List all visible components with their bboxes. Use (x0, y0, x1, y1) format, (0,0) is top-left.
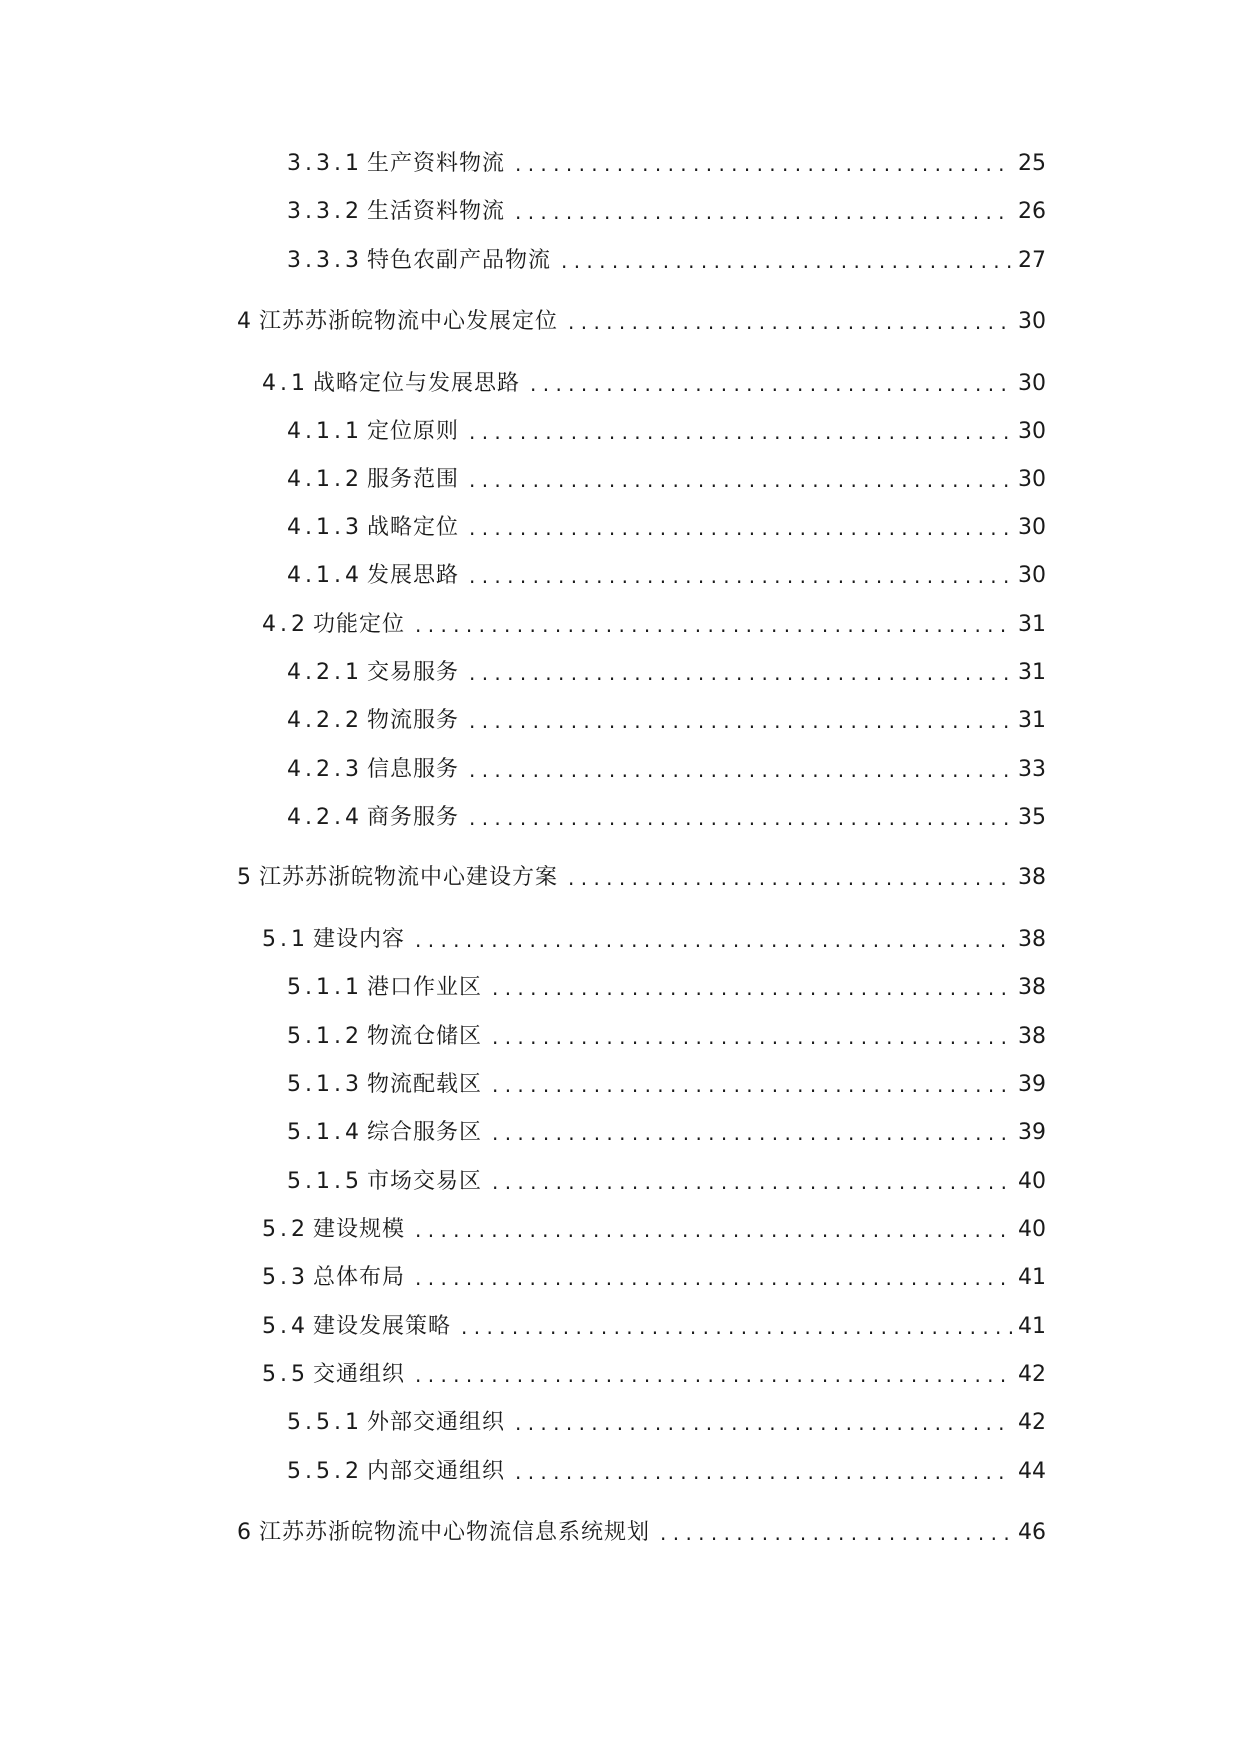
dot-leader (660, 1517, 1012, 1549)
toc-entry-page: 35 (1018, 805, 1046, 830)
toc-entry-number: 4 (237, 309, 255, 334)
dot-leader (415, 924, 1012, 956)
toc-entry-page: 33 (1018, 757, 1046, 782)
toc-entry-page: 38 (1018, 865, 1046, 890)
toc-entry-number: 5.4 (262, 1314, 309, 1339)
toc-entry-number: 5.1.4 (287, 1120, 363, 1145)
toc-entry-title: 港口作业区 (366, 975, 482, 1000)
toc-entry-page: 30 (1018, 419, 1046, 444)
toc-entry-number: 4.1.1 (287, 419, 363, 444)
toc-entry[interactable] (262, 368, 1046, 400)
dot-leader (469, 705, 1012, 737)
toc-entry-title: 江苏苏浙皖物流中心发展定位 (259, 309, 559, 334)
dot-leader (492, 972, 1012, 1004)
dot-leader (492, 1117, 1012, 1149)
toc-entry-page: 30 (1018, 563, 1046, 588)
toc-entry-number: 5.5.2 (287, 1459, 363, 1484)
toc-entry-number: 4.2.4 (287, 805, 363, 830)
dot-leader (469, 802, 1012, 834)
dot-leader (515, 148, 1012, 180)
toc-entry-page: 26 (1018, 199, 1046, 224)
toc-entry[interactable] (262, 609, 1046, 641)
dot-leader (415, 1359, 1012, 1391)
dot-leader (469, 512, 1012, 544)
toc-entry[interactable] (287, 802, 1046, 834)
toc-entry-number: 5.3 (262, 1265, 309, 1290)
toc-entry-title: 交通组织 (313, 1362, 406, 1387)
dot-leader (492, 1021, 1012, 1053)
toc-entry[interactable] (287, 196, 1046, 228)
toc-entry-page: 27 (1018, 248, 1046, 273)
toc-entry[interactable] (287, 754, 1046, 786)
toc-entry-title: 建设发展策略 (313, 1314, 452, 1339)
toc-entry-page: 30 (1018, 371, 1046, 396)
toc-entry-title: 功能定位 (313, 612, 406, 637)
toc-entry-page: 41 (1018, 1314, 1046, 1339)
toc-entry-page: 44 (1018, 1459, 1046, 1484)
toc-entry-number: 4.2.3 (287, 757, 363, 782)
toc-entry[interactable] (287, 148, 1046, 180)
toc-entry-title: 战略定位 (366, 515, 459, 540)
toc-entry-page: 40 (1018, 1217, 1046, 1242)
toc-entry-number: 4.2 (262, 612, 309, 637)
toc-entry[interactable] (287, 705, 1046, 737)
toc-entry[interactable] (287, 416, 1046, 448)
toc-entry[interactable] (287, 972, 1046, 1004)
dot-leader (561, 245, 1012, 277)
dot-leader (492, 1069, 1012, 1101)
toc-entry-page: 25 (1018, 151, 1046, 176)
dot-leader (492, 1166, 1012, 1198)
toc-entry-title: 商务服务 (366, 805, 459, 830)
toc-entry-title: 信息服务 (366, 757, 459, 782)
toc-entry-page: 39 (1018, 1072, 1046, 1097)
toc-entry[interactable] (262, 924, 1046, 956)
toc-entry[interactable] (287, 1069, 1046, 1101)
toc-entry-number: 4.2.2 (287, 708, 363, 733)
toc-entry[interactable] (287, 464, 1046, 496)
toc-entry[interactable] (287, 1021, 1046, 1053)
toc-entry-page: 46 (1018, 1520, 1046, 1545)
toc-entry-page: 40 (1018, 1169, 1046, 1194)
dot-leader (415, 609, 1012, 641)
toc-entry[interactable] (262, 1214, 1046, 1246)
toc-entry-page: 42 (1018, 1362, 1046, 1387)
toc-entry-page: 41 (1018, 1265, 1046, 1290)
toc-entry-title: 外部交通组织 (366, 1410, 505, 1435)
toc-entry[interactable] (262, 1262, 1046, 1294)
toc-entry[interactable] (287, 512, 1046, 544)
toc-entry-number: 5.2 (262, 1217, 309, 1242)
dot-leader (469, 754, 1012, 786)
toc-entry-number: 3.3.2 (287, 199, 363, 224)
toc-entry-title: 特色农副产品物流 (366, 248, 551, 273)
toc-entry-number: 6 (237, 1520, 255, 1545)
toc-entry-title: 物流仓储区 (366, 1024, 482, 1049)
toc-entry[interactable] (287, 245, 1046, 277)
toc-entry-title: 交易服务 (366, 660, 459, 685)
toc-entry-number: 5.1.1 (287, 975, 363, 1000)
dot-leader (469, 416, 1012, 448)
toc-entry[interactable] (237, 306, 1046, 338)
toc-entry-page: 30 (1018, 309, 1046, 334)
toc-entry-page: 30 (1018, 467, 1046, 492)
toc-entry[interactable] (262, 1311, 1046, 1343)
toc-entry-title: 定位原则 (366, 419, 459, 444)
toc-entry-title: 战略定位与发展思路 (313, 371, 521, 396)
dot-leader (568, 862, 1012, 894)
dot-leader (415, 1262, 1012, 1294)
toc-entry-title: 内部交通组织 (366, 1459, 505, 1484)
toc-entry-title: 市场交易区 (366, 1169, 482, 1194)
toc-entry-number: 5.1.3 (287, 1072, 363, 1097)
toc-entry-number: 4.1.2 (287, 467, 363, 492)
toc-entry[interactable] (287, 560, 1046, 592)
toc-entry[interactable] (287, 1456, 1046, 1488)
toc-entry-number: 3.3.3 (287, 248, 363, 273)
dot-leader (568, 306, 1012, 338)
toc-entry-title: 生活资料物流 (366, 199, 505, 224)
toc-entry-title: 建设内容 (313, 927, 406, 952)
toc-entry-title: 综合服务区 (366, 1120, 482, 1145)
toc-entry-number: 5.1 (262, 927, 309, 952)
toc-entry-page: 38 (1018, 975, 1046, 1000)
toc-entry-title: 物流服务 (366, 708, 459, 733)
toc-entry-number: 5.1.5 (287, 1169, 363, 1194)
dot-leader (469, 657, 1012, 689)
toc-entry-number: 4.1 (262, 371, 309, 396)
dot-leader (515, 196, 1012, 228)
dot-leader (515, 1456, 1012, 1488)
toc-entry[interactable] (262, 1359, 1046, 1391)
dot-leader (530, 368, 1012, 400)
toc-entry[interactable] (287, 1166, 1046, 1198)
toc-entry-number: 5.5 (262, 1362, 309, 1387)
toc-entry-page: 38 (1018, 1024, 1046, 1049)
toc-entry-title: 江苏苏浙皖物流中心建设方案 (259, 865, 559, 890)
toc-entry-title: 生产资料物流 (366, 151, 505, 176)
toc-entry-page: 31 (1018, 612, 1046, 637)
toc-entry-page: 42 (1018, 1410, 1046, 1435)
toc-entry[interactable] (287, 1117, 1046, 1149)
toc-entry[interactable] (237, 862, 1046, 894)
dot-leader (469, 560, 1012, 592)
dot-leader (515, 1407, 1012, 1439)
toc-entry-title: 物流配载区 (366, 1072, 482, 1097)
toc-entry-number: 5.5.1 (287, 1410, 363, 1435)
toc-entry[interactable] (237, 1517, 1046, 1549)
toc-entry-number: 4.1.4 (287, 563, 363, 588)
dot-leader (461, 1311, 1012, 1343)
toc-entry-title: 建设规模 (313, 1217, 406, 1242)
dot-leader (469, 464, 1012, 496)
toc-entry-number: 4.2.1 (287, 660, 363, 685)
toc-entry-page: 38 (1018, 927, 1046, 952)
dot-leader (415, 1214, 1012, 1246)
toc-entry-page: 30 (1018, 515, 1046, 540)
toc-entry[interactable] (287, 657, 1046, 689)
toc-entry-number: 4.1.3 (287, 515, 363, 540)
toc-entry-page: 31 (1018, 660, 1046, 685)
toc-entry-page: 31 (1018, 708, 1046, 733)
toc-entry-number: 5.1.2 (287, 1024, 363, 1049)
toc-entry-title: 服务范围 (366, 467, 459, 492)
toc-entry-title: 江苏苏浙皖物流中心物流信息系统规划 (259, 1520, 651, 1545)
toc-entry-title: 发展思路 (366, 563, 459, 588)
toc-entry-page: 39 (1018, 1120, 1046, 1145)
toc-entry-number: 3.3.1 (287, 151, 363, 176)
toc-entry[interactable] (287, 1407, 1046, 1439)
toc-entry-title: 总体布局 (313, 1265, 406, 1290)
toc-entry-number: 5 (237, 865, 255, 890)
